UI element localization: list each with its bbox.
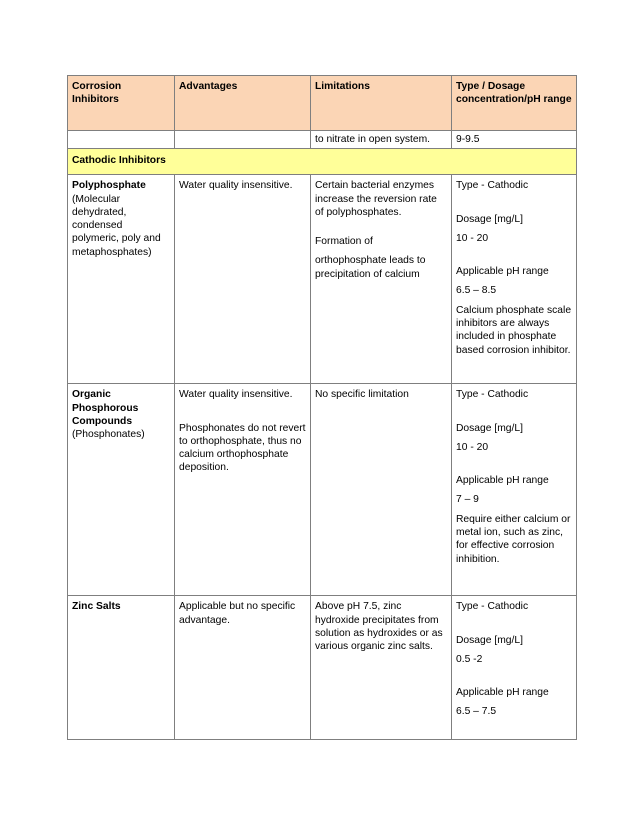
dosage-label: Dosage [mg/L] — [456, 422, 523, 434]
dosage-value: 0.5 -2 — [456, 653, 483, 665]
ph-label: Applicable pH range — [456, 266, 549, 278]
header-type-dosage: Type / Dosage concentration/pH range — [452, 76, 577, 131]
inhibitor-detail: (Phosphonates) — [72, 429, 145, 441]
inhibitor-name: Zinc Salts — [72, 601, 121, 613]
header-corrosion-inhibitors: Corrosion Inhibitors — [68, 76, 175, 131]
section-title: Cathodic Inhibitors — [68, 149, 577, 175]
corrosion-inhibitors-table — [67, 75, 577, 740]
advantage-text: Water quality insensitive. — [179, 389, 293, 401]
section-row — [68, 149, 577, 175]
inhibitor-name: Polyphosphate — [72, 180, 146, 192]
ph-label: Applicable pH range — [456, 687, 549, 699]
limitation-text: No specific limitation — [315, 389, 409, 401]
type-text: Type - Cathodic — [456, 601, 529, 613]
dosage-value: 10 - 20 — [456, 441, 489, 453]
table-row — [68, 175, 577, 384]
table-row — [68, 384, 577, 596]
limitation-text: Certain bacterial enzymes increase the reversion rate of polyphosphates. — [315, 180, 437, 218]
ph-value: 6.5 – 8.5 — [456, 285, 497, 297]
ph-value: 7 – 9 — [456, 494, 479, 506]
note-text: Calcium phosphate scale inhibitors are always included in phosphate based corrosion inhibitor. — [456, 304, 572, 356]
table-header-row — [68, 76, 577, 131]
type-text: Type - Cathodic — [456, 389, 529, 401]
inhibitor-name: Organic Phosphorous Compounds — [72, 389, 139, 427]
limitation-text: Above pH 7.5, zinc hydroxide precipitates from solution as hydroxides or as various organic zinc salts. — [315, 601, 443, 653]
advantage-text: Phosphonates do not revert to orthophosphate, thus no calcium orthophosphate deposition. — [179, 422, 306, 474]
note-text: Require either calcium or metal ion, such as zinc, for effective corrosion inhibition. — [456, 513, 571, 565]
advantage-text: Water quality insensitive. — [179, 180, 293, 192]
header-limitations: Limitations — [311, 76, 452, 131]
continuation-range: 9-9.5 — [452, 131, 577, 149]
dosage-value: 10 - 20 — [456, 232, 489, 244]
limitation-text: Formation of — [315, 236, 373, 248]
advantage-text: Applicable but no specific advantage. — [179, 601, 296, 626]
limitation-text: orthophosphate leads to precipitation of calcium — [315, 255, 426, 280]
type-text: Type - Cathodic — [456, 180, 529, 192]
table-row — [68, 596, 577, 740]
ph-value: 6.5 – 7.5 — [456, 706, 497, 718]
ph-label: Applicable pH range — [456, 475, 549, 487]
continuation-limitation: to nitrate in open system. — [311, 131, 452, 149]
header-advantages: Advantages — [175, 76, 311, 131]
inhibitor-detail: (Molecular dehydrated, condensed polymeric, poly and metaphosphates) — [72, 193, 161, 258]
continuation-row — [68, 131, 577, 149]
dosage-label: Dosage [mg/L] — [456, 213, 523, 225]
dosage-label: Dosage [mg/L] — [456, 634, 523, 646]
